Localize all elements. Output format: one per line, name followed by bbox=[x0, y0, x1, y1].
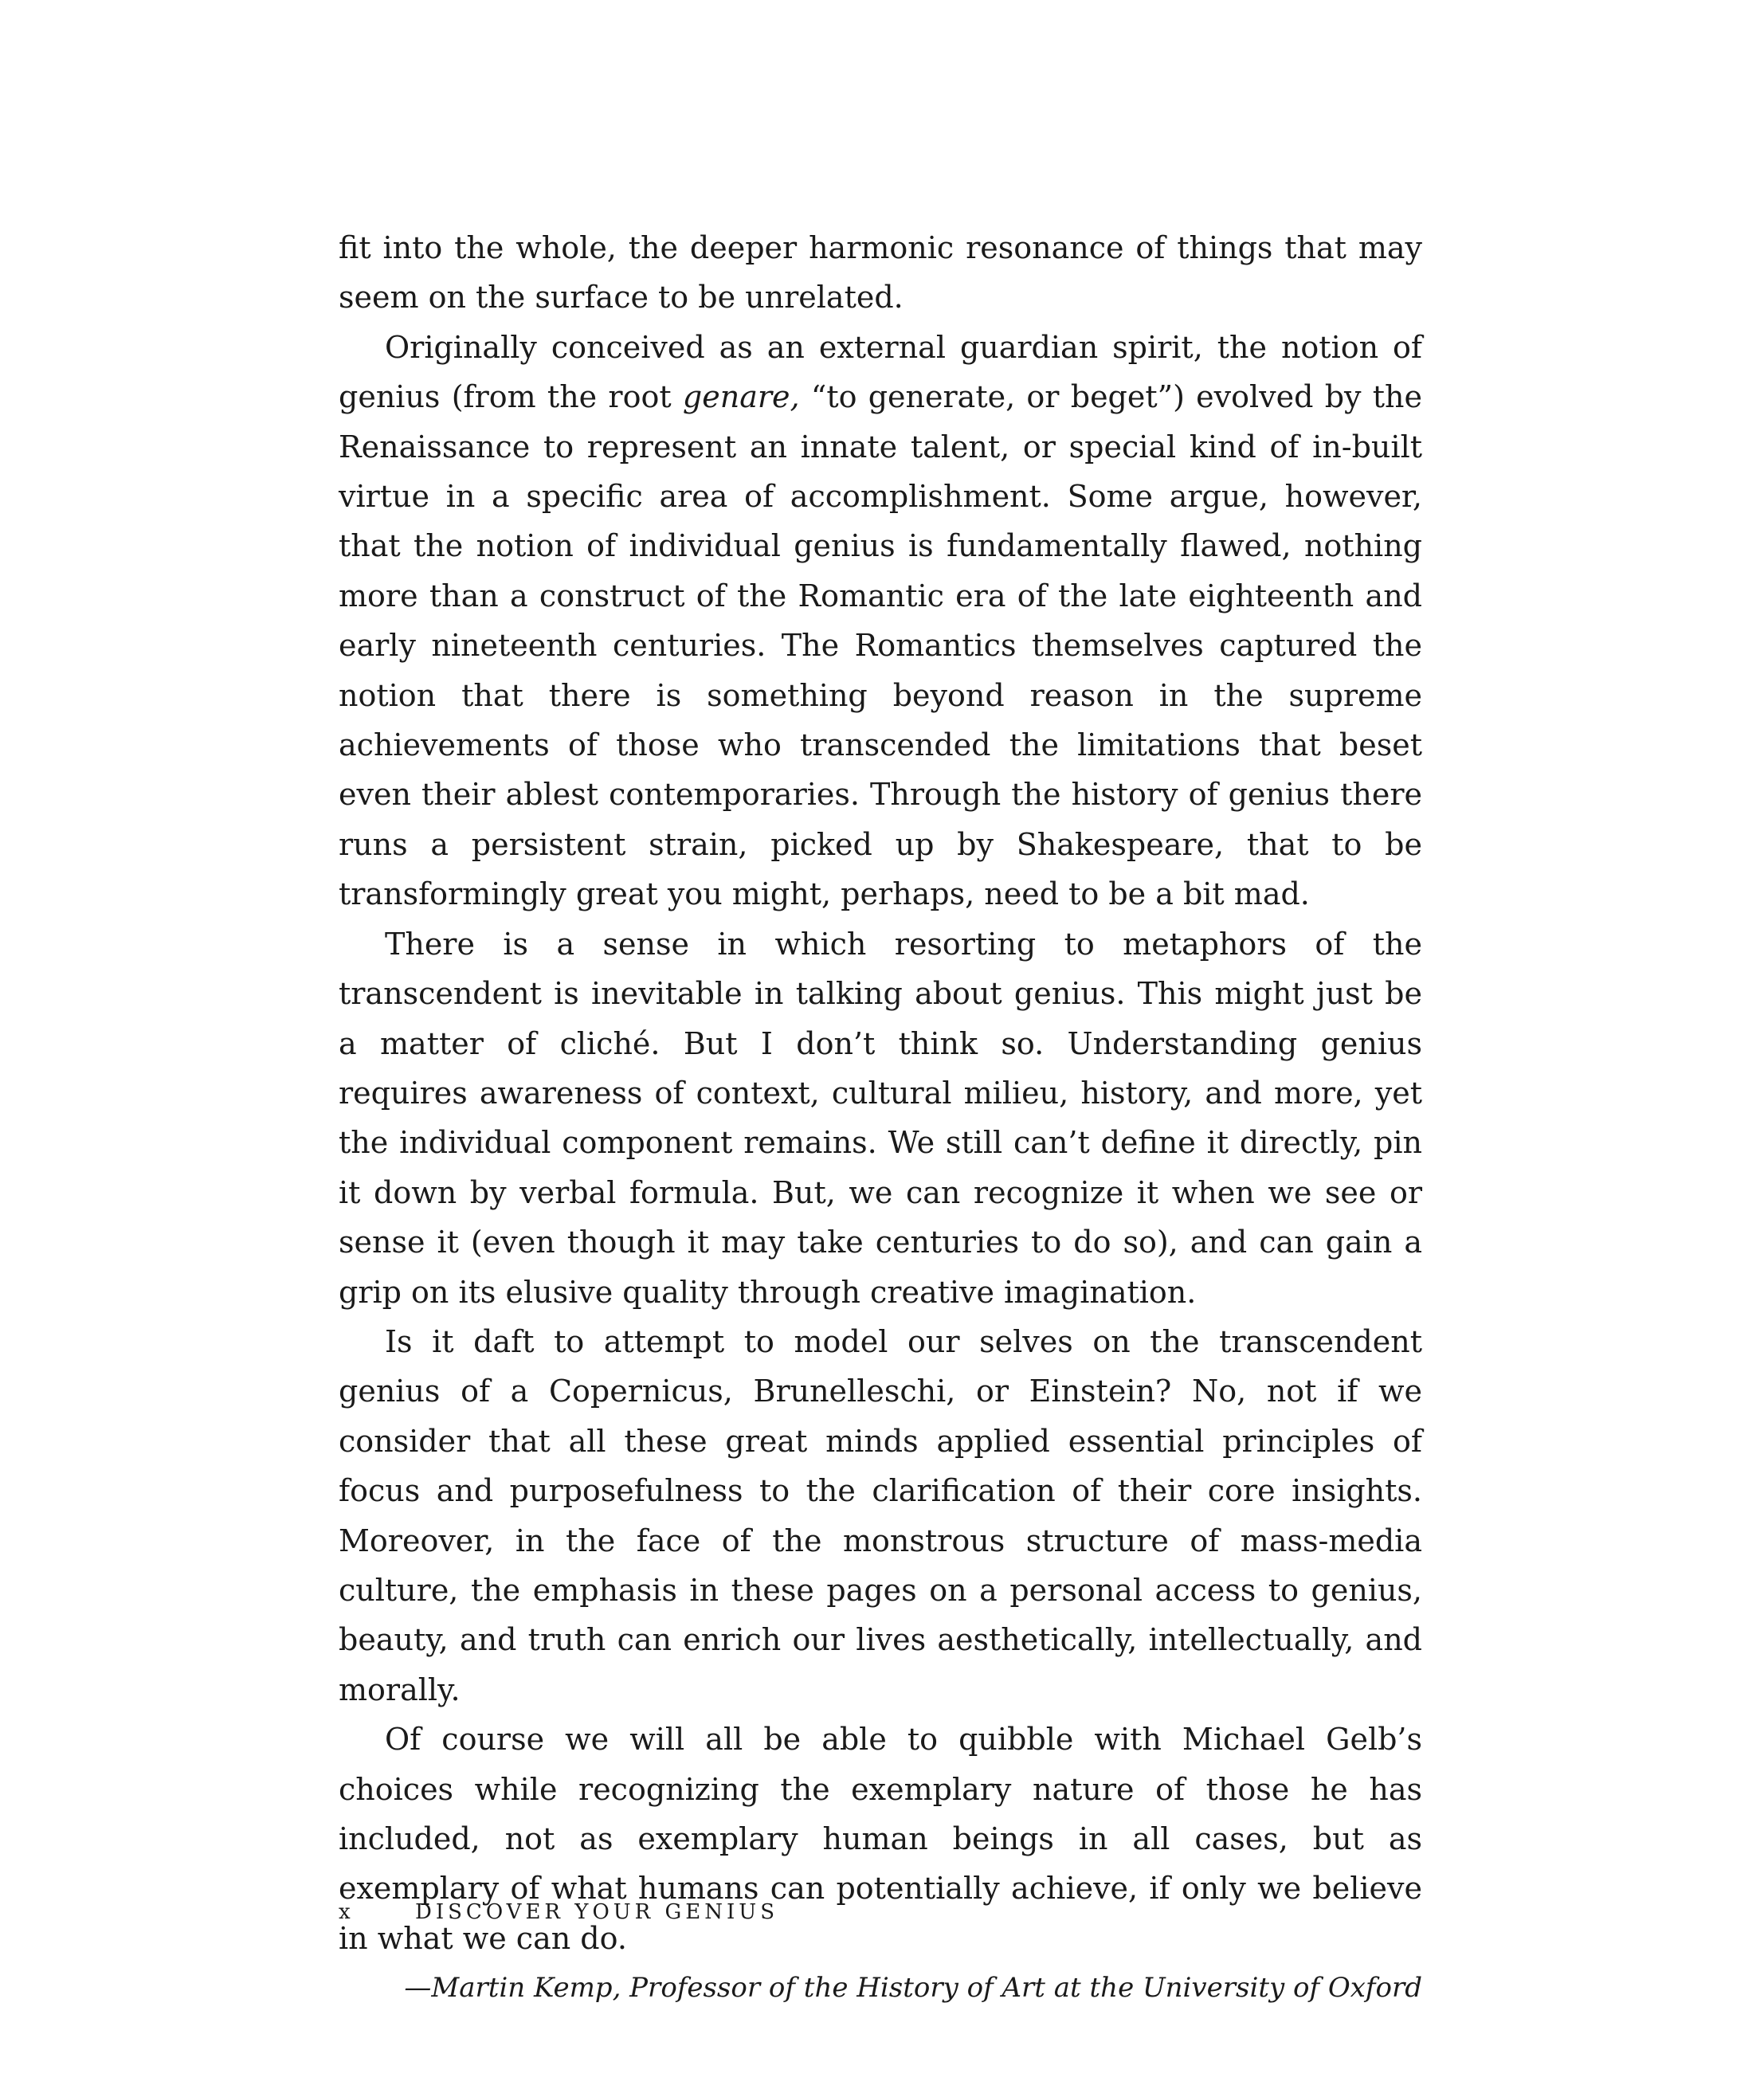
page-number: x bbox=[339, 1900, 355, 1924]
page-footer bbox=[339, 1900, 778, 1924]
paragraph-text: Originally conceived as an external guardian spirit, the notion of genius bbox=[339, 329, 1422, 415]
paragraph-continuation: fit into the whole, the deeper harmonic resonance of things that may seem on the surface to be unrelated. bbox=[339, 230, 1422, 316]
paragraph-genius-origin bbox=[339, 323, 1422, 919]
body-text bbox=[339, 223, 1422, 2013]
paragraph-text: “to generate, or beget”) evolved by the Renaissance to represent an innate talent, or special kind of in-built virtue in a specific area of accomplishment. Some argue, however, that the notion of individual genius is fundamentally flawed, nothing more than a construct of the Romantic era of the late eighteenth and early nineteenth centuries. The Romantics themselves captured the notion that there is something beyond reason in the supreme achievements of those who transcended the limitations that beset even their ablest contemporaries. Through the history of genius there runs a persistent strain, picked up by Shakespeare, that to be transformingly great you might, perhaps, need to be a bit mad. bbox=[339, 379, 1422, 912]
running-title: DISCOVER YOUR GENIUS bbox=[415, 1900, 779, 1924]
paragraph-text: (from the root bbox=[451, 379, 672, 415]
attribution: —Martin Kemp, Professor of the History of Art at the University of Oxford bbox=[404, 1972, 1422, 2005]
paragraph-model-ourselves: Is it daft to attempt to model our selves on the transcendent genius of a Copernicus, Brunelleschi, or Einstein? No, not if we consider that all these great minds applied essential principles of focus and purposefulness to the clarification of their core insights. Moreover, in the face of the monstrous structure of mass-media culture, the emphasis in these pages on a personal access to genius, beauty, and truth can enrich our lives aesthetically, intellectually, and morally. bbox=[339, 1323, 1422, 1707]
paragraph-gelb-choices: Of course we will all be able to quibble with Michael Gelb’s choices while recognizing the exemplary nature of those he has included, not as exemplary human beings in all cases, but as exemplary of what humans can potentially achieve, if only we believe in what we can do. bbox=[339, 1722, 1422, 1956]
latin-term: genare, bbox=[682, 379, 800, 415]
paragraph-transcendent: There is a sense in which resorting to metaphors of the transcendent is inevitable in talking about genius. This might just be a matter of cliché. But I don’t think so. Understanding genius requires awareness of context, cultural milieu, history, and more, yet the individual component remains. We still can’t define it directly, pin it down by verbal formula. But, we can recognize it when we see or sense it (even though it may take centuries to do so), and can gain a grip on its elusive quality through creative imagination. bbox=[339, 926, 1422, 1310]
